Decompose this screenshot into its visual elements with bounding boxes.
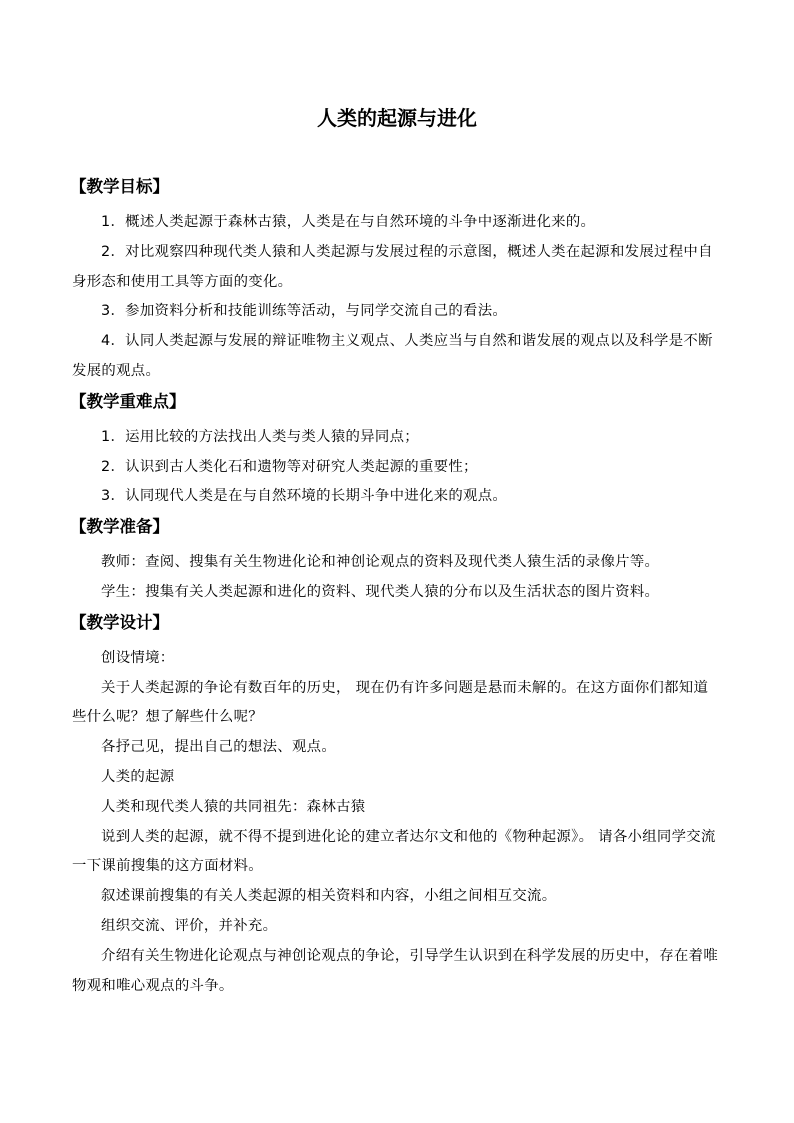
- section-key-difficulties: [72, 387, 722, 512]
- document-title: 人类的起源与进化: [317, 106, 477, 130]
- paragraph: 2．对比观察四种现代类人猿和人类起源与发展过程的示意图，概述人类在起源和发展过程中自身形态和使用工具等方面的变化。: [72, 243, 713, 290]
- section-heading: 【教学准备】: [70, 517, 169, 537]
- paragraph: 叙述课前搜集的有关人类起源的相关资料和内容，小组之间相互交流。: [101, 888, 557, 905]
- section-teaching-goals: [72, 172, 722, 387]
- paragraph: 创设情境：: [101, 649, 175, 666]
- paragraph: 1．概述人类起源于森林古猿，人类是在与自然环境的斗争中逐渐进化来的。: [101, 214, 596, 230]
- paragraph: 1．运用比较的方法找出人类与类人猿的异同点；: [101, 428, 419, 445]
- paragraph: 关于人类起源的争论有数百年的历史， 现在仍有许多问题是悬而未解的。在这方面你们都知道些什么呢？想了解些什么呢？: [72, 679, 709, 726]
- paragraph: 学生：搜集有关人类起源和进化的资料、现代类人猿的分布以及生活状态的图片资料。: [101, 583, 660, 600]
- paragraph: 2．认识到古人类化石和遗物等对研究人类起源的重要性；: [101, 458, 478, 475]
- paragraph: 人类和现代类人猿的共同祖先：森林古猿: [101, 798, 366, 815]
- paragraph: 人类的起源: [101, 768, 175, 785]
- paragraph: 说到人类的起源，就不得不提到进化论的建立者达尔文和他的《物种起源》。 请各小组同学交流一下课前搜集的这方面材料。: [72, 828, 716, 875]
- section-preparation: [72, 512, 722, 608]
- paragraph: 各抒己见，提出自己的想法、观点。: [101, 739, 337, 756]
- section-heading: 【教学目标】: [70, 177, 169, 196]
- paragraph: 教师：查阅、搜集有关生物进化论和神创论观点的资料及现代类人猿生活的录像片等。: [101, 554, 660, 571]
- section-heading: 【教学重难点】: [70, 391, 186, 411]
- paragraph: 组织交流、评价，并补充。: [101, 917, 278, 934]
- section-heading: 【教学设计】: [70, 612, 169, 632]
- section-teaching-design: [72, 608, 722, 1002]
- paragraph: 3．认同现代人类是在与自然环境的长期斗争中进化来的观点。: [101, 488, 508, 505]
- document-body: [72, 172, 722, 1001]
- paragraph: 4．认同人类起源与发展的辩证唯物主义观点、人类应当与自然和谐发展的观点以及科学是不断发展的观点。: [72, 333, 713, 379]
- paragraph: 3．参加资料分析和技能训练等活动，与同学交流自己的看法。: [101, 303, 508, 320]
- paragraph: 介绍有关生物进化论观点与神创论观点的争论，引导学生认识到在科学发展的历史中，存在着唯物观和唯心观点的斗争。: [72, 947, 719, 994]
